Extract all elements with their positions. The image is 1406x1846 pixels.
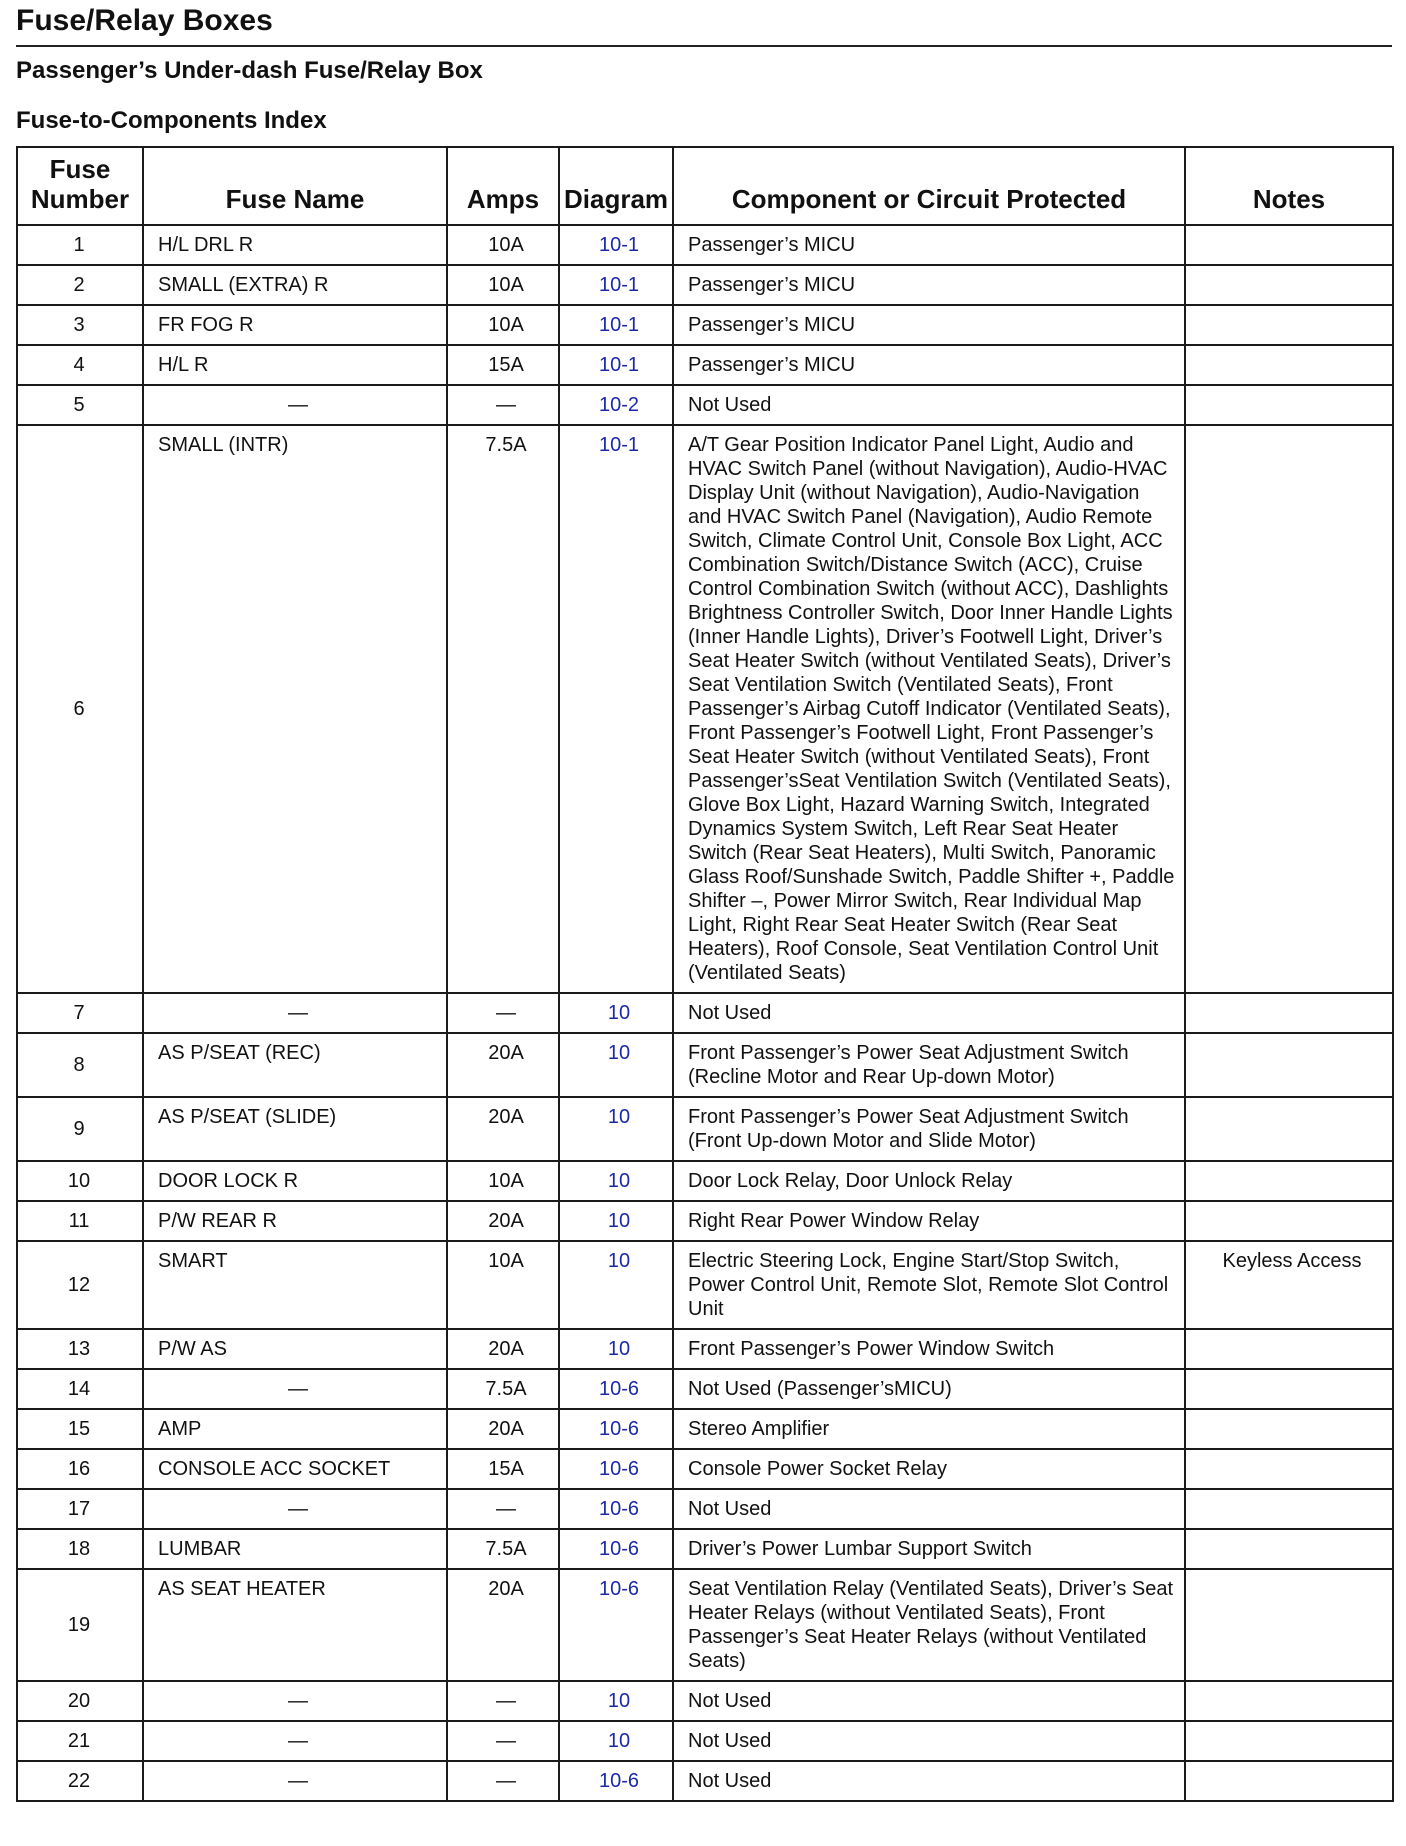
component-cell: Front Passenger’s Power Window Switch xyxy=(673,1329,1185,1369)
component-cell: Passenger’s MICU xyxy=(673,305,1185,345)
header-notes: Notes xyxy=(1185,147,1393,225)
amps-cell: 20A xyxy=(447,1033,559,1097)
title-divider xyxy=(16,45,1392,47)
diagram-link[interactable]: 10 xyxy=(559,1033,673,1097)
notes-cell: Keyless Access xyxy=(1185,1241,1393,1329)
fuse-number-cell: 21 xyxy=(17,1721,143,1761)
table-row xyxy=(17,1369,1393,1409)
amps-cell: 10A xyxy=(447,1241,559,1329)
component-cell: Right Rear Power Window Relay xyxy=(673,1201,1185,1241)
section-title: Fuse-to-Components Index xyxy=(16,107,327,134)
notes-cell xyxy=(1185,1201,1393,1241)
component-cell: Not Used xyxy=(673,385,1185,425)
fuse-name-cell: CONSOLE ACC SOCKET xyxy=(143,1449,447,1489)
table-row xyxy=(17,1449,1393,1489)
table-row xyxy=(17,1569,1393,1681)
amps-cell: 7.5A xyxy=(447,1529,559,1569)
diagram-link[interactable]: 10-1 xyxy=(559,225,673,265)
amps-cell: 10A xyxy=(447,305,559,345)
component-cell: Electric Steering Lock, Engine Start/Stop Switch, Power Control Unit, Remote Slot, Remote Slot Control Unit xyxy=(673,1241,1185,1329)
table-row xyxy=(17,1329,1393,1369)
diagram-link[interactable]: 10-6 xyxy=(559,1569,673,1681)
fuse-number-cell: 1 xyxy=(17,225,143,265)
fuse-name-cell: H/L DRL R xyxy=(143,225,447,265)
notes-cell xyxy=(1185,1489,1393,1529)
fuse-number-cell: 6 xyxy=(17,425,143,993)
diagram-link[interactable]: 10-2 xyxy=(559,385,673,425)
fuse-number-cell: 19 xyxy=(17,1569,143,1681)
table-row xyxy=(17,1033,1393,1097)
component-cell: Passenger’s MICU xyxy=(673,345,1185,385)
component-cell: Seat Ventilation Relay (Ventilated Seats), Driver’s Seat Heater Relays (without Ventilated Seats), Front Passenger’s Seat Heater Relays (without Ventilated Seats) xyxy=(673,1569,1185,1681)
table-row xyxy=(17,1761,1393,1801)
table-row xyxy=(17,385,1393,425)
fuse-number-cell: 2 xyxy=(17,265,143,305)
fuse-name-cell: — xyxy=(143,385,447,425)
fuse-name-cell: FR FOG R xyxy=(143,305,447,345)
fuse-name-cell: AMP xyxy=(143,1409,447,1449)
amps-cell: 10A xyxy=(447,265,559,305)
notes-cell xyxy=(1185,993,1393,1033)
table-row xyxy=(17,425,1393,993)
amps-cell: — xyxy=(447,385,559,425)
notes-cell xyxy=(1185,1329,1393,1369)
header-component: Component or Circuit Protected xyxy=(673,147,1185,225)
notes-cell xyxy=(1185,1569,1393,1681)
amps-cell: 20A xyxy=(447,1097,559,1161)
component-cell: Not Used xyxy=(673,1489,1185,1529)
notes-cell xyxy=(1185,1529,1393,1569)
component-cell: Not Used xyxy=(673,1681,1185,1721)
fuse-name-cell: SMALL (INTR) xyxy=(143,425,447,993)
amps-cell: 10A xyxy=(447,225,559,265)
fuse-number-cell: 22 xyxy=(17,1761,143,1801)
fuse-name-cell: — xyxy=(143,1369,447,1409)
table-row xyxy=(17,1721,1393,1761)
component-cell: Not Used xyxy=(673,993,1185,1033)
diagram-link[interactable]: 10-6 xyxy=(559,1369,673,1409)
fuse-name-cell: — xyxy=(143,1681,447,1721)
table-row xyxy=(17,1097,1393,1161)
fuse-number-cell: 10 xyxy=(17,1161,143,1201)
amps-cell: 10A xyxy=(447,1161,559,1201)
diagram-link[interactable]: 10-1 xyxy=(559,305,673,345)
fuse-name-cell: — xyxy=(143,1721,447,1761)
notes-cell xyxy=(1185,1409,1393,1449)
fuse-number-cell: 16 xyxy=(17,1449,143,1489)
fuse-name-cell: AS SEAT HEATER xyxy=(143,1569,447,1681)
component-cell: Console Power Socket Relay xyxy=(673,1449,1185,1489)
header-fuse-number: Fuse Number xyxy=(17,147,143,225)
amps-cell: — xyxy=(447,1681,559,1721)
fuse-number-cell: 4 xyxy=(17,345,143,385)
notes-cell xyxy=(1185,1761,1393,1801)
fuse-name-cell: H/L R xyxy=(143,345,447,385)
fuse-name-cell: — xyxy=(143,1489,447,1529)
diagram-link[interactable]: 10-6 xyxy=(559,1489,673,1529)
amps-cell: 15A xyxy=(447,345,559,385)
table-row xyxy=(17,1489,1393,1529)
notes-cell xyxy=(1185,425,1393,993)
notes-cell xyxy=(1185,1097,1393,1161)
diagram-link[interactable]: 10 xyxy=(559,1097,673,1161)
notes-cell xyxy=(1185,1161,1393,1201)
fuse-number-cell: 7 xyxy=(17,993,143,1033)
diagram-link[interactable]: 10 xyxy=(559,993,673,1033)
notes-cell xyxy=(1185,1033,1393,1097)
component-cell: Passenger’s MICU xyxy=(673,225,1185,265)
diagram-link[interactable]: 10-1 xyxy=(559,265,673,305)
notes-cell xyxy=(1185,1721,1393,1761)
component-cell: Door Lock Relay, Door Unlock Relay xyxy=(673,1161,1185,1201)
fuse-name-cell: — xyxy=(143,1761,447,1801)
table-row xyxy=(17,225,1393,265)
diagram-link[interactable]: 10 xyxy=(559,1201,673,1241)
component-cell: A/T Gear Position Indicator Panel Light, Audio and HVAC Switch Panel (without Navigation), Audio-HVAC Display Unit (without Navigation), Audio-Navigation and HVAC Switch Panel (Navigation), Audio Remote Switch, Climate Control Unit, Console Box Light, ACC Combination Switch/Distance Switch (ACC), Cruise Control Combination Switch (without ACC), Dashlights Brightness Controller Switch, Door Inner Handle Lights (Inner Handle Lights), Driver’s Footwell Light, Driver’s Seat Heater Switch (without Ventilated Seats), Driver’s Seat Ventilation Switch (Ventilated Seats), Front Passenger’s Airbag Cutoff Indicator (Ventilated Seats), Front Passenger’s Footwell Light, Front Passenger’s Seat Heater Switch (without Ventilated Seats), Front Passenger’sSeat Ventilation Switch (Ventilated Seats), Glove Box Light, Hazard Warning Switch, Integrated Dynamics System Switch, Left Rear Seat Heater Switch (Rear Seat Heaters), Multi Switch, Panoramic Glass Roof/Sunshade Switch, Paddle Shifter +, Paddle Shifter –, Power Mirror Switch, Rear Individual Map Light, Right Rear Seat Heater Switch (Rear Seat Heaters), Roof Console, Seat Ventilation Control Unit (Ventilated Seats) xyxy=(673,425,1185,993)
fuse-number-cell: 5 xyxy=(17,385,143,425)
amps-cell: 20A xyxy=(447,1409,559,1449)
component-cell: Stereo Amplifier xyxy=(673,1409,1185,1449)
table-row xyxy=(17,1241,1393,1329)
fuse-number-cell: 20 xyxy=(17,1681,143,1721)
amps-cell: 7.5A xyxy=(447,1369,559,1409)
header-fuse-name: Fuse Name xyxy=(143,147,447,225)
component-cell: Not Used (Passenger’sMICU) xyxy=(673,1369,1185,1409)
notes-cell xyxy=(1185,1681,1393,1721)
fuse-number-cell: 15 xyxy=(17,1409,143,1449)
page-subtitle: Passenger’s Under-dash Fuse/Relay Box xyxy=(16,57,483,84)
amps-cell: — xyxy=(447,1489,559,1529)
diagram-link[interactable]: 10-6 xyxy=(559,1449,673,1489)
amps-cell: — xyxy=(447,1721,559,1761)
table-row xyxy=(17,345,1393,385)
notes-cell xyxy=(1185,225,1393,265)
fuse-number-cell: 9 xyxy=(17,1097,143,1161)
fuse-name-cell: DOOR LOCK R xyxy=(143,1161,447,1201)
table-row xyxy=(17,1409,1393,1449)
notes-cell xyxy=(1185,265,1393,305)
fuse-name-cell: P/W REAR R xyxy=(143,1201,447,1241)
diagram-link[interactable]: 10-6 xyxy=(559,1529,673,1569)
fuse-name-cell: — xyxy=(143,993,447,1033)
table-row xyxy=(17,1201,1393,1241)
component-cell: Not Used xyxy=(673,1721,1185,1761)
table-row xyxy=(17,1161,1393,1201)
component-cell: Passenger’s MICU xyxy=(673,265,1185,305)
amps-cell: 20A xyxy=(447,1329,559,1369)
component-cell: Not Used xyxy=(673,1761,1185,1801)
table-row xyxy=(17,1681,1393,1721)
fuse-index-table xyxy=(16,146,1394,1802)
diagram-link[interactable]: 10-1 xyxy=(559,425,673,993)
fuse-name-cell: SMALL (EXTRA) R xyxy=(143,265,447,305)
diagram-link[interactable]: 10 xyxy=(559,1681,673,1721)
diagram-link[interactable]: 10 xyxy=(559,1161,673,1201)
fuse-number-cell: 17 xyxy=(17,1489,143,1529)
fuse-name-cell: AS P/SEAT (REC) xyxy=(143,1033,447,1097)
fuse-number-cell: 11 xyxy=(17,1201,143,1241)
header-diagram: Diagram xyxy=(559,147,673,225)
fuse-number-cell: 18 xyxy=(17,1529,143,1569)
notes-cell xyxy=(1185,1449,1393,1489)
notes-cell xyxy=(1185,345,1393,385)
component-cell: Front Passenger’s Power Seat Adjustment Switch (Recline Motor and Rear Up-down Motor) xyxy=(673,1033,1185,1097)
fuse-name-cell: AS P/SEAT (SLIDE) xyxy=(143,1097,447,1161)
fuse-name-cell: LUMBAR xyxy=(143,1529,447,1569)
table-row xyxy=(17,265,1393,305)
header-amps: Amps xyxy=(447,147,559,225)
amps-cell: 20A xyxy=(447,1201,559,1241)
diagram-link[interactable]: 10 xyxy=(559,1329,673,1369)
component-cell: Front Passenger’s Power Seat Adjustment Switch (Front Up-down Motor and Slide Motor) xyxy=(673,1097,1185,1161)
page-title: Fuse/Relay Boxes xyxy=(16,4,273,37)
amps-cell: 20A xyxy=(447,1569,559,1681)
amps-cell: 15A xyxy=(447,1449,559,1489)
fuse-number-cell: 8 xyxy=(17,1033,143,1097)
diagram-link[interactable]: 10-6 xyxy=(559,1761,673,1801)
diagram-link[interactable]: 10 xyxy=(559,1721,673,1761)
fuse-name-cell: P/W AS xyxy=(143,1329,447,1369)
table-row xyxy=(17,993,1393,1033)
diagram-link[interactable]: 10-1 xyxy=(559,345,673,385)
fuse-name-cell: SMART xyxy=(143,1241,447,1329)
diagram-link[interactable]: 10-6 xyxy=(559,1409,673,1449)
table-row xyxy=(17,305,1393,345)
amps-cell: — xyxy=(447,993,559,1033)
fuse-number-cell: 14 xyxy=(17,1369,143,1409)
notes-cell xyxy=(1185,385,1393,425)
table-header-row xyxy=(17,147,1393,225)
fuse-number-cell: 3 xyxy=(17,305,143,345)
component-cell: Driver’s Power Lumbar Support Switch xyxy=(673,1529,1185,1569)
fuse-number-cell: 13 xyxy=(17,1329,143,1369)
table-row xyxy=(17,1529,1393,1569)
diagram-link[interactable]: 10 xyxy=(559,1241,673,1329)
amps-cell: — xyxy=(447,1761,559,1801)
fuse-number-cell: 12 xyxy=(17,1241,143,1329)
notes-cell xyxy=(1185,305,1393,345)
notes-cell xyxy=(1185,1369,1393,1409)
amps-cell: 7.5A xyxy=(447,425,559,993)
